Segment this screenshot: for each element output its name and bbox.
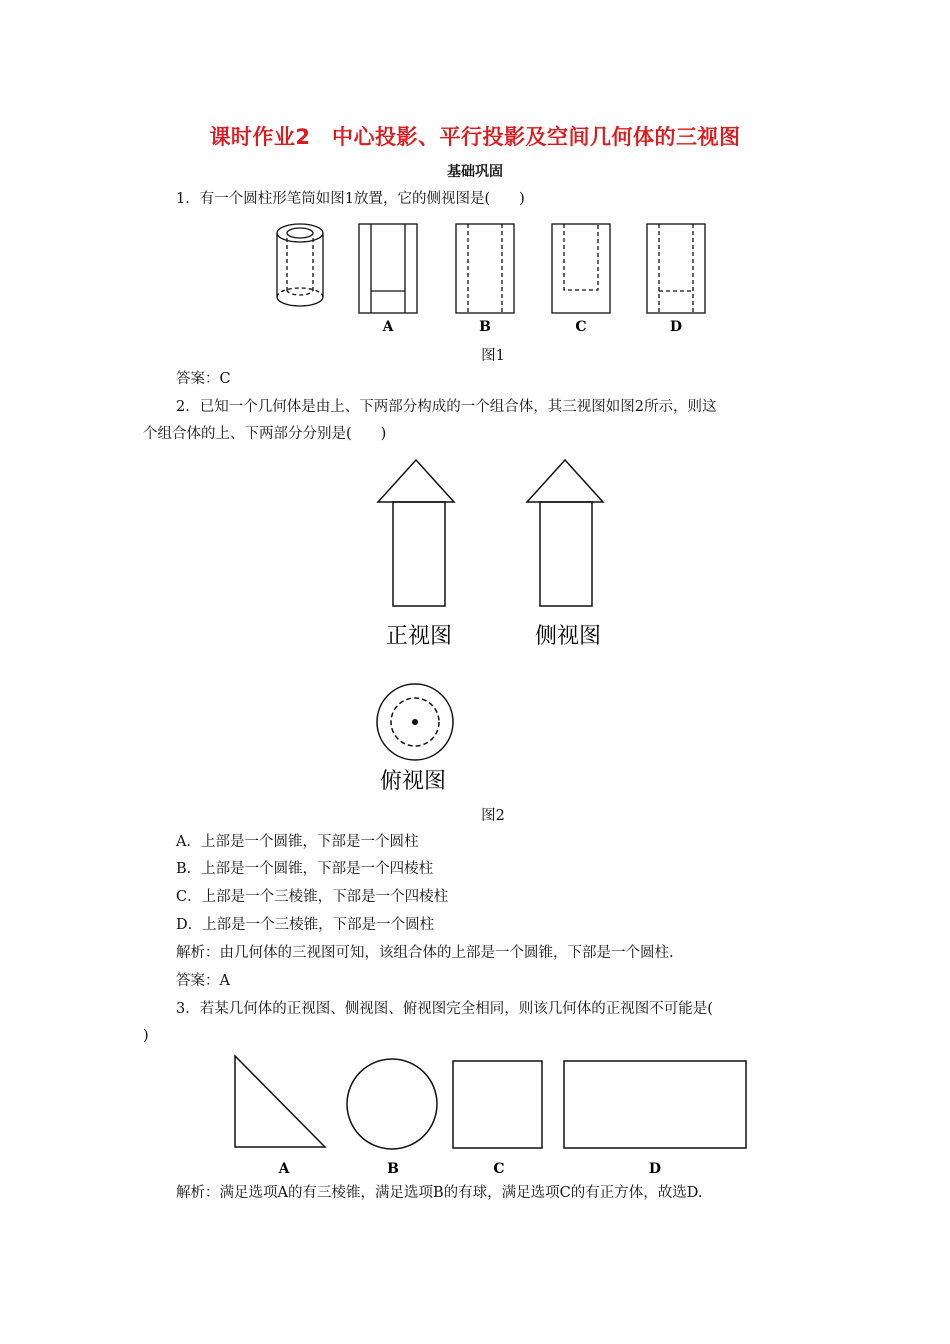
q2-stem-line1: 2．已知一个几何体是由上、下两部分构成的一个组合体，其三视图如图2所示，则这 <box>176 399 717 415</box>
q2-option-c: C．上部是一个三棱锥，下部是一个四棱柱 <box>176 889 449 905</box>
q3-option-a-triangle <box>235 1056 325 1147</box>
figure-2-caption: 图2 <box>481 808 505 824</box>
q1-option-d-drawing <box>647 224 705 313</box>
q2-stem-line2: 个组合体的上、下两部分分别是( ) <box>143 426 387 442</box>
section-heading: 基础巩固 <box>447 164 503 180</box>
q2-analysis: 解析：由几何体的三视图可知，该组合体的上部是一个圆锥，下部是一个圆柱. <box>176 945 674 961</box>
front-view-label: 正视图 <box>385 624 453 649</box>
figure-1-caption: 图1 <box>481 348 505 364</box>
q3-option-b-label: B <box>387 1161 399 1177</box>
side-view-drawing <box>527 460 603 606</box>
q3-option-c-label: C <box>493 1161 505 1177</box>
q1-option-c-drawing <box>552 224 610 313</box>
q1-option-d-label: D <box>669 319 683 335</box>
q2-option-b: B．上部是一个圆锥，下部是一个四棱柱 <box>176 861 434 877</box>
q1-answer: 答案：C <box>176 371 231 387</box>
q3-options-figure <box>230 1052 750 1182</box>
top-view-drawing <box>377 684 453 760</box>
q1-stem: 1．有一个圆柱形笔筒如图1放置，它的侧视图是( ) <box>176 191 525 207</box>
q1-figure <box>270 218 720 340</box>
q3-option-d-label: D <box>648 1161 662 1177</box>
front-view-drawing <box>378 460 454 606</box>
page-title: 课时作业2 中心投影、平行投影及空间几何体的三视图 <box>209 125 741 149</box>
q1-option-b-label: B <box>479 319 491 335</box>
q3-stem-line2: ) <box>143 1028 149 1044</box>
q2-option-a: A．上部是一个圆锥，下部是一个圆柱 <box>176 834 419 850</box>
q1-option-c-label: C <box>575 319 587 335</box>
q2-option-d: D．上部是一个三棱锥，下部是一个圆柱 <box>176 917 435 933</box>
q3-option-a-label: A <box>278 1161 290 1177</box>
side-view-label: 侧视图 <box>534 624 602 649</box>
q2-answer: 答案：A <box>176 973 230 989</box>
q2-three-views-figure <box>370 452 620 797</box>
top-view-label: 俯视图 <box>379 769 447 794</box>
pen-holder-cylinder-drawing <box>277 224 323 306</box>
q3-option-d-rectangle <box>564 1061 746 1148</box>
q1-option-b-drawing <box>456 224 514 313</box>
q3-option-b-circle <box>347 1059 437 1149</box>
q3-analysis: 解析：满足选项A的有三棱锥，满足选项B的有球，满足选项C的有正方体，故选D. <box>176 1185 703 1201</box>
q1-option-a-label: A <box>382 319 394 335</box>
q1-option-a-drawing <box>359 224 417 313</box>
q3-stem-line1: 3．若某几何体的正视图、侧视图、俯视图完全相同，则该几何体的正视图不可能是( <box>176 1001 713 1017</box>
q3-option-c-square <box>453 1061 542 1148</box>
